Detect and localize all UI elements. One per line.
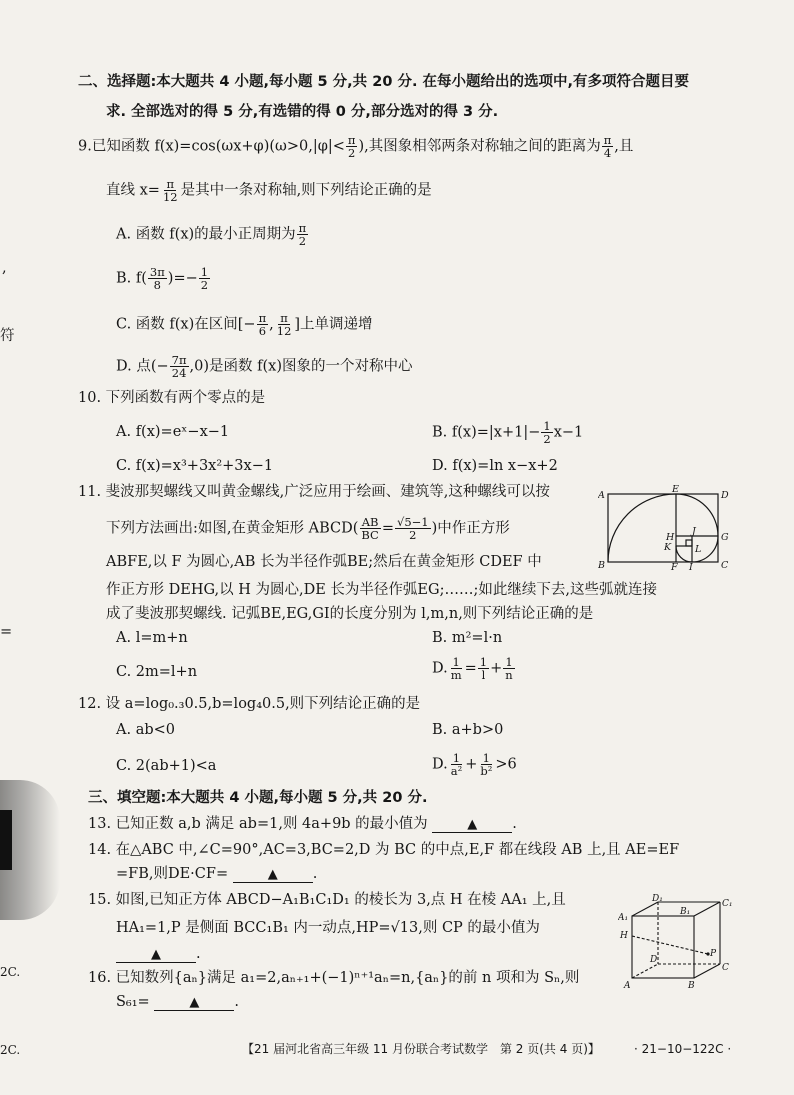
q10-option-d: D. f(x)=ln x−x+2 [432,458,558,474]
cube-label-h: H [620,931,628,941]
q12-option-a: A. ab<0 [116,722,175,738]
page-footer: 【21 届河北省高三年级 11 月份联合考试数学 第 2 页(共 4 页)】 [242,1042,600,1056]
q9-option-d: D. 点(− $\frac{7\pi}{24}$ ,0)是函数 f(x)图象的一个对称中心 [116,353,413,380]
fraction: $\frac{\pi}{12}$ [276,311,292,338]
cube-label-c1: C₁ [722,899,733,909]
q16-stem: 16. 已知数列{aₙ}满足 a₁=2,aₙ₊₁+(−1)ⁿ⁺¹aₙ=n,{aₙ}的前 n 项和为 Sₙ,则 [88,970,580,986]
q10-option-a: A. f(x)=eˣ−x−1 [116,424,230,440]
fraction: $\frac{AB}{BC}$ [361,515,379,542]
margin-frag-1: , [2,260,7,276]
cube-label-d1: D₁ [652,894,663,904]
q10-option-b: B. f(x)=|x+1|− $\frac{1}{2}$ x−1 [432,419,584,446]
cube-label-p: P [710,949,717,959]
q11-option-b: B. m²=l·n [432,630,503,646]
cube-label-b1: B₁ [680,907,691,917]
fraction: $\frac{3\pi}{8}$ [149,265,165,292]
q13-stem: 13. 已知正数 a,b 满足 ab=1,则 4a+9b 的最小值为 ▲ . [88,816,517,832]
q15-answer-line: ▲ . [116,944,201,964]
fig-label-c: C [721,560,729,570]
section-3-heading: 三、填空题:本大题共 4 小题,每小题 5 分,共 20 分. [88,790,428,806]
q12-stem: 12. 设 a=log₀.₃0.5,b=log₄0.5,则下列结论正确的是 [78,696,421,712]
q16-stem-cont: S₆₁= ▲ . [116,994,239,1010]
cube-label-a: A [624,981,631,990]
fraction: $\frac{1}{2}$ [200,265,209,292]
cube-label-b: B [688,981,695,990]
fraction: $\frac{\pi}{12}$ [162,177,178,204]
q9-option-b: B. f( $\frac{3\pi}{8}$ )=− $\frac{1}{2}$ [116,265,209,292]
fraction: $\frac{1}{l}$ [479,655,488,682]
fraction: $\frac{\pi}{2}$ [347,133,356,160]
golden-spiral-figure [598,484,734,570]
left-dark-mark [0,810,12,870]
fig-label-g: G [721,532,729,543]
q9-option-c: C. 函数 f(x)在区间[− $\frac{\pi}{6}$ , $\frac{\pi}{12}$ ]上单调递增 [116,311,373,338]
fraction: $\frac{\pi}{6}$ [258,311,267,338]
fraction: $\frac{1}{\text{b²}}$ [480,751,493,778]
margin-frag-5: 2C. [0,1043,21,1057]
fig-label-h: H [666,532,675,543]
q11-stem-4: 作正方形 DEHG,以 H 为圆心,DE 长为半径作弧EG;……;如此继续下去,这些弧就连接 [106,582,657,598]
fraction: $\frac{1}{n}$ [505,655,513,682]
answer-blank-16[interactable]: ▲ [154,996,234,1011]
q9-stem: 9.已知函数 f(x)=cos(ωx+φ)(ω>0,|φ|< $\frac{\pi}{2}$ ),其图象相邻两条对称轴之间的距离为 $\frac{\pi}{4}$ ,且 [78,133,634,160]
fig-label-k: K [664,542,672,553]
q15-stem: 15. 如图,已知正方体 ABCD−A₁B₁C₁D₁ 的棱长为 3,点 H 在棱 AA₁ 上,且 [88,892,566,908]
fig-label-i: I [689,562,693,570]
q9-option-a: A. 函数 f(x)的最小正周期为 $\frac{\pi}{2}$ [116,221,307,248]
fraction: $\frac{\pi}{4}$ [603,133,612,160]
fig-label-d: D [721,490,729,501]
fraction: $\frac{1}{\text{a²}}$ [450,751,463,778]
q14-stem: 14. 在△ABC 中,∠C=90°,AC=3,BC=2,D 为 BC 的中点,E,F 都在线段 AB 上,且 AE=EF [88,842,680,858]
fig-label-j: J [692,526,696,537]
q11-stem-5: 成了斐波那契螺线. 记弧BE,EG,GI的长度分别为 l,m,n,则下列结论正确的是 [106,606,594,622]
fraction: $\frac{1}{2}$ [543,419,551,446]
cube-label-d: D [650,955,658,965]
fig-label-a: A [598,490,605,501]
section-2-heading: 二、选择题:本大题共 4 小题,每小题 5 分,共 20 分. 在每小题给出的选项中,有多项符合题目要 [78,74,690,90]
section-2-heading-cont: 求. 全部选对的得 5 分,有选错的得 0 分,部分选对的得 3 分. [106,104,499,120]
cube-figure [618,894,736,990]
q10-option-c: C. f(x)=x³+3x²+3x−1 [116,458,274,474]
answer-blank-13[interactable]: ▲ [432,818,512,833]
q11-option-d: D. $\frac{1}{m}$ = $\frac{1}{l}$ + $\frac{1}{n}$ [432,655,513,682]
fraction: $\frac{7\pi}{24}$ [171,353,187,380]
q12-option-c: C. 2(ab+1)<a [116,758,217,774]
cube-label-c: C [722,963,729,973]
q12-option-d: D. $\frac{1}{\text{a²}}$ + $\frac{1}{\text{b²}}$ >6 [432,751,517,778]
paper-code: · 21−10−122C · [634,1042,732,1056]
fig-label-l: L [695,544,702,555]
q11-option-a: A. l=m+n [116,630,188,646]
answer-blank-15[interactable]: ▲ [116,948,196,963]
q11-stem-2: 下列方法画出:如图,在黄金矩形 ABCD( $\frac{AB}{BC}$ = $\frac{√5-1}{2}$ )中作正方形 [106,515,510,542]
answer-blank-14[interactable]: ▲ [233,868,313,883]
q12-option-b: B. a+b>0 [432,722,504,738]
q9-stem-cont: 直线 x= $\frac{\pi}{12}$ 是其中一条对称轴,则下列结论正确的是 [106,177,432,204]
q15-stem-cont: HA₁=1,P 是侧面 BCC₁B₁ 内一动点,HP=√13,则 CP 的最小值为 [116,920,540,936]
fig-label-e: E [672,484,679,495]
q10-stem: 10. 下列函数有两个零点的是 [78,390,266,406]
q11-option-c: C. 2m=l+n [116,664,198,680]
fig-label-b: B [598,560,605,570]
fig-label-f: F [671,562,678,570]
cube-label-a1: A₁ [618,913,629,923]
margin-frag-4: 2C. [0,965,21,979]
margin-frag-3: = [0,624,13,640]
fraction: $\frac{\pi}{2}$ [298,221,307,248]
q14-stem-cont: =FB,则DE·CF= ▲ . [116,866,318,882]
margin-frag-2: 符 [0,328,15,344]
q11-stem-3: ABFE,以 F 为圆心,AB 长为半径作弧BE;然后在黄金矩形 CDEF 中 [106,554,542,570]
fraction: $\frac{1}{m}$ [450,655,462,682]
q11-stem-1: 11. 斐波那契螺线又叫黄金螺线,广泛应用于绘画、建筑等,这种螺线可以按 [78,484,550,500]
fraction: $\frac{√5-1}{2}$ [397,515,429,542]
